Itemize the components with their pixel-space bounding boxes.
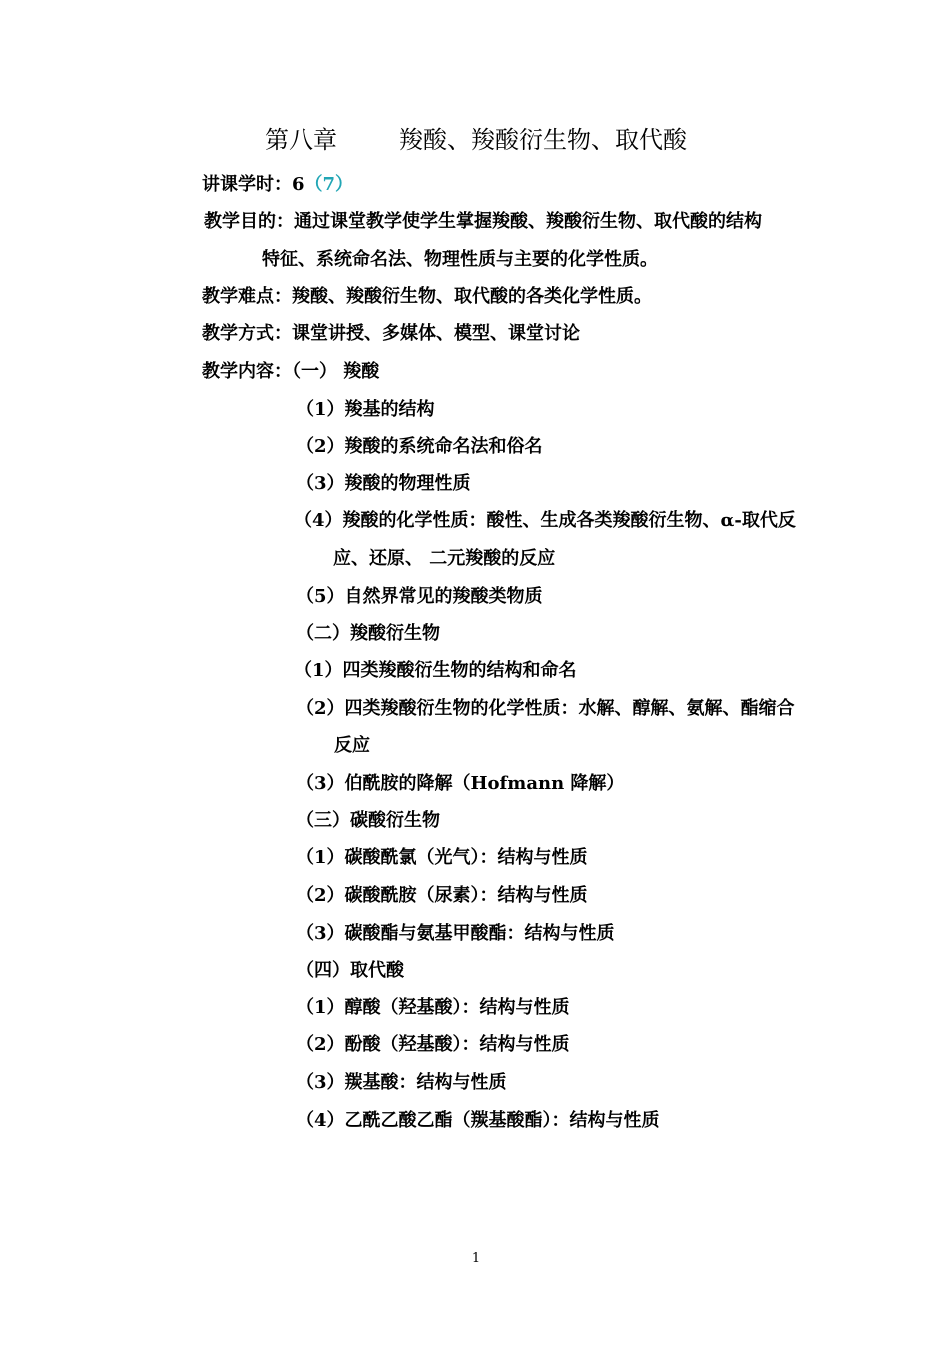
hours-value: 6 xyxy=(292,174,305,195)
list-item: （3）羧酸的物理性质 xyxy=(296,473,471,494)
section-heading-4: （四）取代酸 xyxy=(296,960,404,981)
list-item-continuation: 应、还原、 二元羧酸的反应 xyxy=(333,548,556,569)
list-item: （2）羧酸的系统命名法和俗名 xyxy=(296,436,543,457)
list-item: （2）四类羧酸衍生物的化学性质：水解、醇解、氨解、酯缩合 xyxy=(296,698,795,719)
list-item-continuation: 反应 xyxy=(334,735,370,756)
list-item: （5）自然界常见的羧酸类物质 xyxy=(296,586,543,607)
section-heading-1: （一） 羧酸 xyxy=(292,361,380,382)
list-item: （4）乙酰乙酸乙酯（羰基酸酯）：结构与性质 xyxy=(296,1110,660,1131)
list-item: （3）羰基酸：结构与性质 xyxy=(296,1072,507,1093)
objective-line-1: 教学目的：通过课堂教学使学生掌握羧酸、羧酸衍生物、取代酸的结构 xyxy=(204,211,762,232)
chapter-subject: 羧酸、羧酸衍生物、取代酸 xyxy=(399,126,687,154)
list-item: （1）碳酸酰氯（光气）：结构与性质 xyxy=(296,847,588,868)
list-item: （2）酚酸（羟基酸）：结构与性质 xyxy=(296,1034,570,1055)
teaching-difficulty: 教学难点：羧酸、羧酸衍生物、取代酸的各类化学性质。 xyxy=(202,286,652,307)
list-item: （4）羧酸的化学性质：酸性、生成各类羧酸衍生物、α-取代反 xyxy=(294,510,796,531)
page-number: 1 xyxy=(471,1251,481,1266)
list-item: （1）羧基的结构 xyxy=(296,399,435,420)
chapter-number: 第八章 xyxy=(265,126,337,154)
list-item: （1）四类羧酸衍生物的结构和命名 xyxy=(294,660,577,681)
hours-label: 讲课学时： xyxy=(202,174,292,195)
teaching-content xyxy=(202,359,379,385)
chapter-title xyxy=(0,122,952,158)
content-label: 教学内容： xyxy=(202,361,292,382)
teaching-method: 教学方式：课堂讲授、多媒体、模型、课堂讨论 xyxy=(202,323,580,344)
section-heading-2: （二）羧酸衍生物 xyxy=(296,623,440,644)
list-item: （2）碳酸酰胺（尿素）：结构与性质 xyxy=(296,885,588,906)
hours-extra: （7） xyxy=(304,174,354,195)
list-item: （1）醇酸（羟基酸）：结构与性质 xyxy=(296,997,570,1018)
section-heading-3: （三）碳酸衍生物 xyxy=(296,810,440,831)
objective-line-2: 特征、系统命名法、物理性质与主要的化学性质。 xyxy=(262,249,658,270)
list-item: （3）碳酸酯与氨基甲酸酯：结构与性质 xyxy=(296,923,615,944)
teaching-hours xyxy=(202,172,353,198)
list-item: （3）伯酰胺的降解（Hofmann 降解） xyxy=(296,773,625,794)
